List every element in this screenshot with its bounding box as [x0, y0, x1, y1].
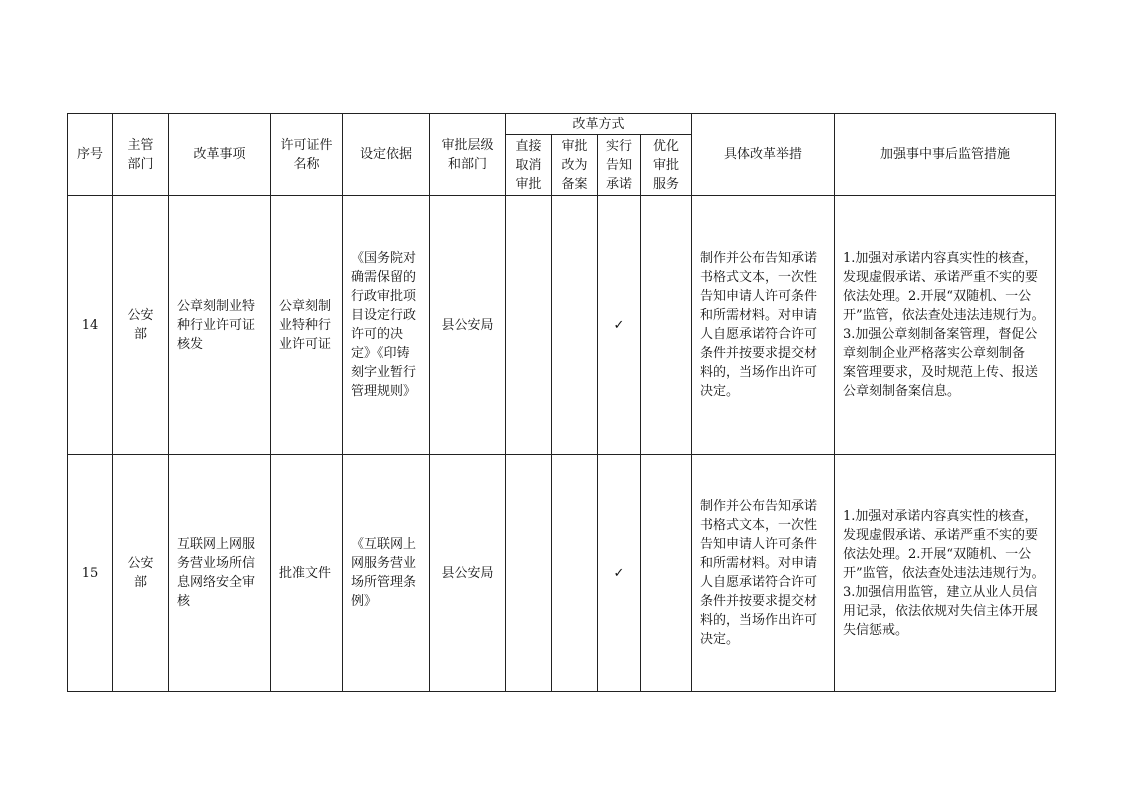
text-line: 取消: [515, 157, 542, 173]
header-reform-mode: 改革方式: [506, 114, 692, 135]
header-mode-cancel: [506, 135, 552, 196]
text-line: 承诺: [605, 176, 632, 192]
text-line: 加强事中事后监管措施: [880, 147, 1011, 162]
text-line: 料的，当场作出许可: [700, 613, 818, 628]
check-mark-icon: ✓: [598, 196, 641, 455]
cell-seq: 14: [68, 196, 113, 455]
text-line: 《互联网上: [351, 537, 417, 552]
text-line: 1.加强对承诺内容真实性的核查，: [843, 508, 1038, 524]
text-line: 开”监管，依法查处违法违规行为。: [843, 565, 1045, 581]
text-line: 书格式文本，一次性: [700, 270, 818, 285]
cell-license: [271, 196, 343, 455]
cell-level: 县公安局: [430, 196, 506, 455]
cell-mode-record: [552, 196, 598, 455]
text-line: 依法处理。2.开展“双随机、一公: [843, 289, 1032, 304]
text-line: 刻字业暂行: [351, 365, 417, 380]
text-line: 章刻制企业严格落实公章刻制备: [843, 346, 1026, 361]
header-seq: [68, 114, 113, 196]
text-line: 告知申请人许可条件: [700, 289, 818, 304]
reform-table: [67, 113, 1056, 692]
text-line: 主管: [127, 137, 154, 153]
header-basis: [343, 114, 430, 196]
check-mark-icon: ✓: [598, 455, 641, 692]
text-line: 条件并按要求提交材: [700, 346, 818, 361]
text-line: 审批: [515, 176, 542, 192]
text-line: 依法处理。2.开展“双随机、一公: [843, 546, 1032, 562]
header-level: [430, 114, 506, 196]
text-line: 制作并公布告知承诺: [700, 251, 818, 266]
text-line: 案管理要求，及时规范上传、报送: [843, 365, 1039, 380]
text-line: 告知: [605, 157, 632, 173]
cell-basis: [343, 196, 430, 455]
cell-item: [169, 455, 271, 692]
header-mode-record: [552, 135, 598, 196]
text-line: 网服务营业: [351, 556, 417, 571]
header-mode-promise: [598, 135, 641, 196]
text-line: 种行业许可证: [177, 317, 256, 333]
header-license: [271, 114, 343, 196]
cell-measures: [692, 196, 835, 455]
text-line: 服务: [653, 176, 680, 192]
header-supervision: [835, 114, 1056, 196]
text-line: 务营业场所信: [177, 556, 256, 571]
cell-dept: [113, 196, 169, 455]
text-line: 公安: [127, 308, 154, 323]
cell-supervision: [835, 196, 1056, 455]
text-line: 批准文件: [279, 565, 332, 581]
text-line: 具体改革举措: [724, 147, 803, 162]
header-mode-optimize: [641, 135, 692, 196]
text-line: 业许可证: [279, 336, 332, 352]
text-line: 部门: [127, 156, 154, 172]
cell-mode-record: [552, 455, 598, 692]
text-line: 人自愿承诺符合许可: [700, 575, 818, 590]
text-line: 用记录，依法依规对失信主体开展: [843, 603, 1039, 619]
text-line: 失信惩戒。: [843, 622, 909, 638]
text-line: 告知申请人许可条件: [700, 537, 818, 552]
text-line: 审批层级: [441, 137, 494, 153]
text-line: 业特种行: [279, 317, 332, 333]
text-line: 场所管理条: [351, 575, 417, 590]
text-line: 优化: [653, 138, 680, 154]
cell-item: [169, 196, 271, 455]
text-line: 互联网上网服: [177, 537, 256, 552]
cell-basis: [343, 455, 430, 692]
header-dept: [113, 114, 169, 196]
text-line: 设定依据: [359, 147, 412, 162]
text-line: 条件并按要求提交材: [700, 594, 818, 609]
cell-supervision: [835, 455, 1056, 692]
text-line: 和所需材料。对申请: [700, 308, 818, 323]
text-line: 确需保留的: [351, 270, 417, 285]
text-line: 3.加强信用监管，建立从业人员信: [843, 584, 1038, 600]
text-line: 管理规则》: [351, 384, 417, 399]
text-line: 改革事项: [193, 147, 246, 162]
text-line: 部: [133, 575, 147, 590]
text-line: 人自愿承诺符合许可: [700, 327, 818, 342]
text-line: 《国务院对: [351, 251, 417, 266]
text-line: 审批: [653, 157, 680, 173]
text-line: 目设定行政: [351, 308, 417, 323]
text-line: 核: [177, 594, 191, 609]
text-line: 改为: [561, 157, 588, 173]
text-line: 发现虚假承诺、承诺严重不实的要: [843, 270, 1039, 285]
text-line: 料的，当场作出许可: [700, 365, 818, 380]
text-line: 序号: [76, 147, 103, 162]
text-line: 行政审批项: [351, 289, 417, 304]
text-line: 1.加强对承诺内容真实性的核查，: [843, 251, 1038, 266]
text-line: 许可的决: [351, 327, 404, 342]
text-line: 定》《印铸: [351, 346, 410, 361]
text-line: 公章刻制备案信息。: [843, 384, 961, 399]
header-measures: [692, 114, 835, 196]
text-line: 名称: [293, 156, 320, 172]
text-line: 备案: [561, 176, 588, 192]
text-line: 书格式文本，一次性: [700, 518, 818, 533]
text-line: 核发: [177, 336, 204, 352]
text-line: 公安: [127, 556, 154, 571]
text-line: 部: [133, 327, 147, 342]
header-row-1: [68, 114, 1056, 135]
text-line: 公章刻制业特: [177, 298, 256, 314]
text-line: 决定。: [700, 384, 740, 399]
text-line: 公章刻制: [279, 298, 332, 314]
cell-mode-cancel: [506, 455, 552, 692]
text-line: 直接: [515, 138, 542, 154]
cell-measures: [692, 455, 835, 692]
cell-license: [271, 455, 343, 692]
text-line: 3.加强公章刻制备案管理，督促公: [843, 327, 1038, 342]
table-row: [68, 196, 1056, 455]
text-line: 和所需材料。对申请: [700, 556, 818, 571]
text-line: 决定。: [700, 632, 740, 647]
text-line: 制作并公布告知承诺: [700, 499, 818, 514]
cell-seq: 15: [68, 455, 113, 692]
text-line: 许可证件: [280, 137, 333, 153]
text-line: 发现虚假承诺、承诺严重不实的要: [843, 527, 1039, 543]
cell-mode-optimize: [641, 196, 692, 455]
table-row: [68, 455, 1056, 692]
cell-level: 县公安局: [430, 455, 506, 692]
text-line: 开”监管，依法查处违法违规行为。: [843, 308, 1045, 323]
text-line: 息网络安全审: [177, 575, 256, 590]
cell-mode-cancel: [506, 196, 552, 455]
header-item: [169, 114, 271, 196]
text-line: 和部门: [447, 156, 487, 172]
text-line: 例》: [351, 594, 378, 609]
text-line: 审批: [561, 138, 588, 154]
cell-dept: [113, 455, 169, 692]
cell-mode-optimize: [641, 455, 692, 692]
text-line: 实行: [605, 138, 632, 154]
